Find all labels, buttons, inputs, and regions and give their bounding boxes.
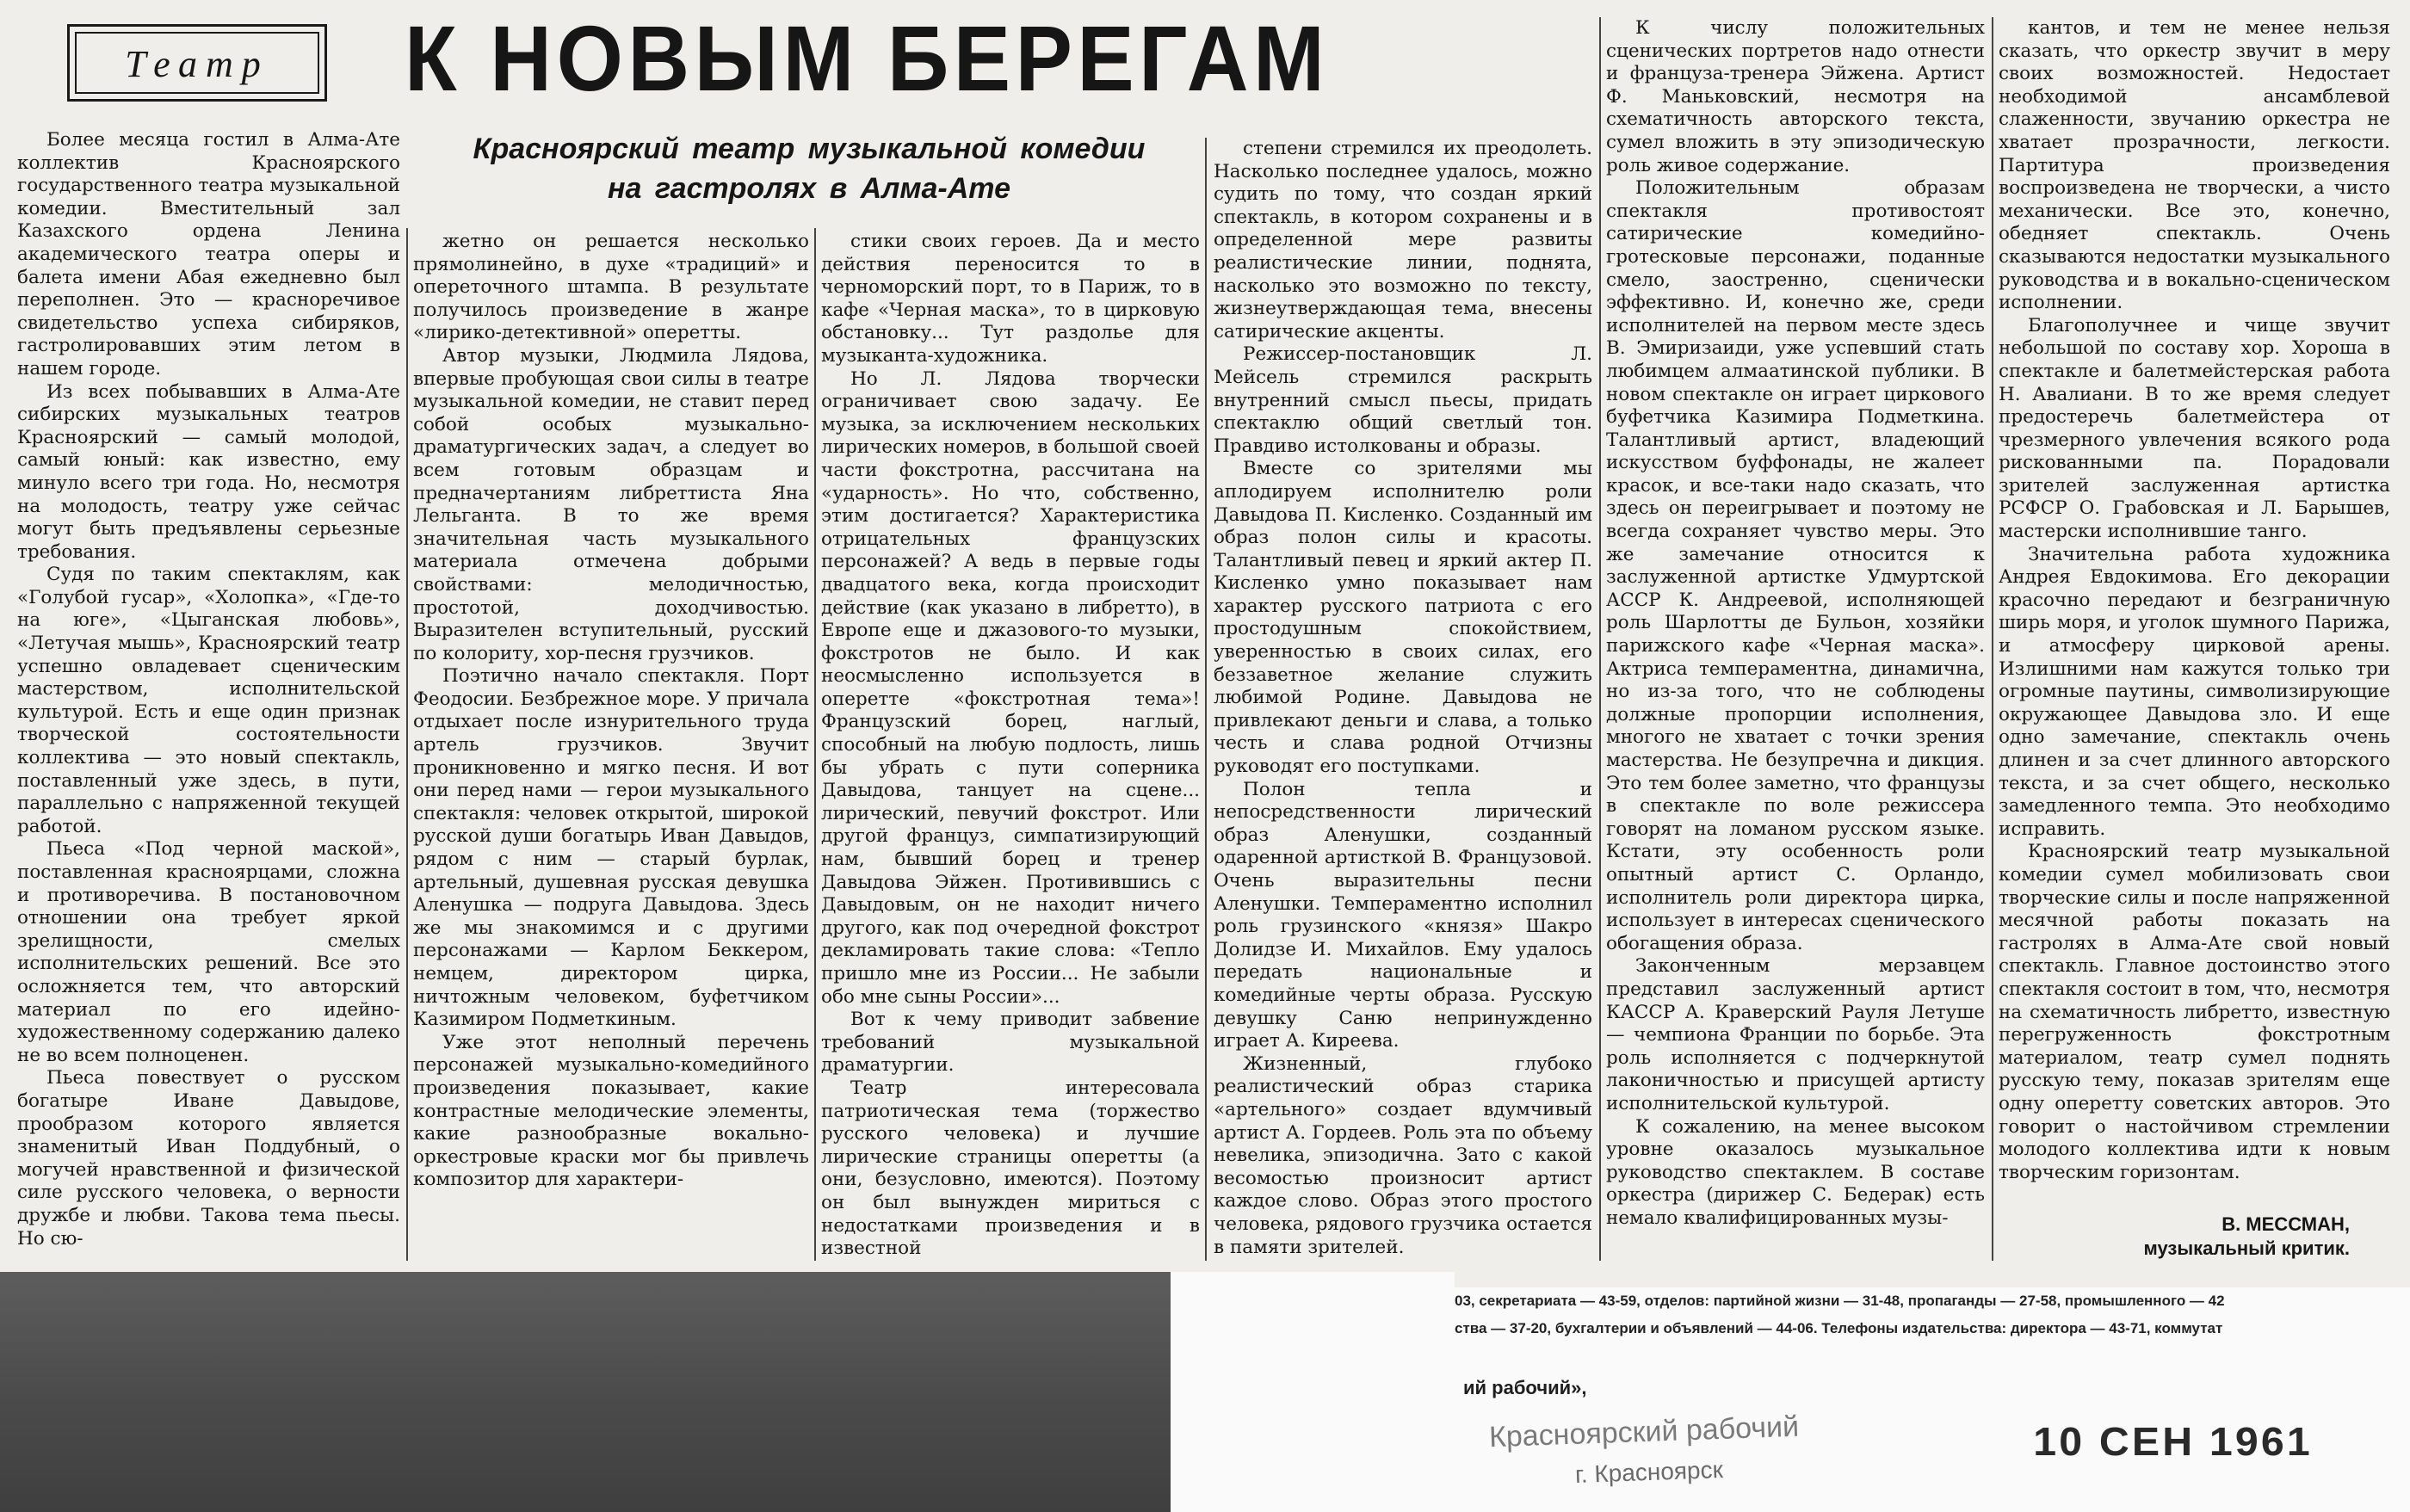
paragraph: жетно он решается несколько прямолинейно, в духе «традиций» и опереточного штампа. В результате получилось произведение в жанре «лирико-детективной» оперетты. xyxy=(413,231,809,344)
paragraph: Уже этот неполный перечень персонажей музыкально-комедийного произведения показывает, какие контрастные мелодические элементы, какие разнообразные вокально-оркестровые краски мог бы привлечь композитор для характери- xyxy=(413,1031,809,1191)
column-divider xyxy=(1205,138,1207,1261)
paragraph: Поэтично начало спектакля. Порт Феодосии. Безбрежное море. У причала отдыхает после изнурительного труда артель грузчиков. Звучит проникновенно и мягко песня. И вот они перед нами — герои музыкального спектакля: человек открытой, широкой русской души богатырь Иван Давыдов, рядом с ним — старый бурлак, артельный, душевная русская девушка Аленушка — подруга Давыдова. Здесь же мы знакомимся и с другими персонажами — Карлом Беккером, немцем, директором цирка, ничтожным человеком, буфетчиком Казимиром Подметкиным. xyxy=(413,665,809,1031)
column-divider xyxy=(1992,17,1993,1261)
paragraph: Красноярский театр музыкальной комедии сумел мобилизовать свои творческие силы и после напряженной месячной работы показать на гастролях в Алма-Ате свой новый спектакль. Главное достоинство этого спектакля состоит в том, что, несмотря на схематичность либретто, известную перегруженность фокстротным материалом, театр сумел поднять русскую тему, показав зрителям еще одну оперетту советских авторов. Это говорит о настойчивом стремлении молодого коллектива идти к новым творческим горизонтам. xyxy=(1999,841,2390,1183)
paragraph: Значительна работа художника Андрея Евдокимова. Его декорации красочно передают и безграничную ширь моря, и уголок шумного Парижа, и атмосферу цирковой арены. Излишними нам кажутся только три огромные паутины, символизирующие окружающее Давыдова зло. И еще одно замечание, спектакль очень длинен и за счет длинного авторского текста, и за счет общего, несколько замедленного темпа. Это необходимо исправить. xyxy=(1999,543,2390,840)
article-column-1 xyxy=(17,129,400,1250)
article-subheadline xyxy=(430,129,1188,208)
paragraph: Более месяца гостил в Алма-Ате коллектив Красноярского государственного театра музыкальной комедии. Вместительный зал Казахского ордена Ленина академического театра оперы и балета имени Абая ежедневно был переполнен. Это — красноречивое свидетельство успеха сибиряков, гастролировавших этим летом в нашем городе. xyxy=(17,129,400,380)
clipping-edge xyxy=(1455,1272,2410,1287)
paragraph: Пьеса повествует о русском богатыре Иване Давыдове, прообразом которого является знаменитый Иван Поддубный, о могучей нравственной и физической силе русского человека, о верности дружбе и любви. Такова тема пьесы. Но сю- xyxy=(17,1067,400,1250)
paragraph: К числу положительных сценических портретов надо отнести и француза-тренера Эйжена. Артист Ф. Маньковский, несмотря на схематичность авторского текста, сумел вложить в эту эпизодическую роль живое содержание. xyxy=(1606,17,1985,176)
paragraph: Автор музыки, Людмила Лядова, впервые пробующая свои силы в театре музыкальной комедии, не ставит перед собой особых музыкально-драматургических задач, а следует во всем готовым образцам и предначертаниям либреттиста Яна Лельганта. В то же время значительная часть музыкального материала отмечена добрыми свойствами: мелодичностью, простотой, доходчивостью. Выразителен вступительный, русский по колориту, хор-песня грузчиков. xyxy=(413,344,809,664)
paragraph: Но Л. Лядова творчески ограничивает свою задачу. Ее музыка, за исключением нескольких лирических номеров, в большой своей части фокстротна, рассчитана на «ударность». Но что, собственно, этим достигается? Характеристика отрицательных французских персонажей? А ведь в первые годы двадцатого века, когда происходит действие (как указано в либретто), в Европе еще и джазового-то музыки, фокстротов не было. И как неосмысленно используется в оперетте «фокстротная тема»! Французский борец, наглый, способный на любую подлость, лишь бы убрать с пути соперника Давыдова, танцует на сцене... лирический, певучий фокстрот. Или другой француз, симпатизирующий нам, бывший борец и тренер Давыдова Эйжен. Противившись с Давыдовым, он не находит ничего другого, как под очередной фокстрот декламировать такие слова: «Тепло пришло мне из России... Не забыли обо мне сыны России»... xyxy=(821,367,1200,1008)
article-column-2 xyxy=(413,231,809,1192)
column-divider xyxy=(406,228,408,1261)
article-column-3 xyxy=(821,231,1200,1261)
imprint-line-2: ства — 37-20, бухгалтерии и объявлений — 44-06. Телефоны издательства: директора — 43-71, коммутат xyxy=(1455,1320,2223,1336)
paragraph: Полон тепла и непосредственности лирический образ Аленушки, созданный одаренной артисткой В. Французовой. Очень выразительны песни Аленушки. Темпераментно исполнил роль грузинского «князя» Шакро Долидзе И. Михайлов. Ему удалось передать национальные и комедийные черты образа. Русскую девушку Саню непринужденно играет А. Киреева. xyxy=(1214,778,1592,1052)
column-divider xyxy=(814,228,816,1261)
archive-stamp-city: г. Красноярск xyxy=(1574,1456,1724,1488)
author-name: В. МЕССМАН, xyxy=(2222,1213,2350,1235)
paragraph: Пьеса «Под черной маской», поставленная красноярцами, сложна и противоречива. В постановочном отношении она требует яркой зрелищности, смелых исполнительских решений. Все это осложняется тем, что авторский материал по его идейно-художественному содержанию далеко не во всем полноценен. xyxy=(17,838,400,1066)
article-column-4 xyxy=(1214,138,1592,1259)
subhead-line-1: Красноярский театр музыкальной комедии xyxy=(473,133,1146,165)
imprint-line-1: 03, секретариата — 43-59, отделов: партийной жизни — 31-48, пропаганды — 27-58, промышленного — 42 xyxy=(1455,1293,2225,1309)
author-signature xyxy=(2005,1213,2350,1261)
article-headline: К НОВЫМ БЕРЕГАМ xyxy=(405,6,1330,110)
paragraph: Положительным образам спектакля противостоят сатирические комедийно-гротесковые персонажи, поданные смело, заостренно, сценически эффективно. И, конечно же, среди исполнителей на первом месте здесь В. Эмиризаиди, уже успевший стать любимцем алмаатинской публики. В новом спектакле он играет циркового буфетчика Казимира Подметкина. Талантливый артист, владеющий искусством буффонады, не жалеет красок, и все-таки надо сказать, что здесь он переигрывает и поэтому не всегда сохраняет чувство меры. Это же замечание относится к заслуженной артистке Удмуртской АССР К. Андреевой, исполняющей роль Шарлотты де Бульон, хозяйки парижского кафе «Черная маска». Актриса темпераментна, динамична, но из-за того, что не соблюдены должные пропорции исполнения, многого не хватает с точки зрения мастерства. Не безупречна и дикция. Это тем более заметно, что французы в спектакле по воле режиссера говорят на ломаном русском языке. Кстати, эту особенность роли опытный артист С. Орландо, исполнитель роли директора цирка, использует в интересах сценического обогащения образа. xyxy=(1606,177,1985,954)
column-divider xyxy=(1599,17,1601,1261)
author-title: музыкальный критик. xyxy=(2143,1237,2350,1259)
newspaper-name-fragment: ий рабочий», xyxy=(1463,1377,1587,1398)
paragraph: кантов, и тем не менее нельзя сказать, что оркестр звучит в меру своих возможностей. Недостает необходимой ансамблевой слаженности, звучанию оркестра не хватает прозрачности, легкости. Партитура произведения воспроизведена не творчески, а чисто механически. Все это, конечно, обедняет спектакль. Очень сказываются недостатки музыкального руководства и в вокально-сценическом исполнении. xyxy=(1999,17,2390,314)
background-dark-strip xyxy=(0,1272,1171,1512)
paragraph: стики своих героев. Да и место действия переносится то в черноморский порт, то в Париж, то в кафе «Черная маска», то в цирковую обстановку... Тут раздолье для музыканта-художника. xyxy=(821,231,1200,367)
paragraph: К сожалению, на менее высоком уровне оказалось музыкальное руководство спектаклем. В составе оркестра (дирижер С. Бедерак) есть немало квалифицированных музы- xyxy=(1606,1115,1985,1229)
paragraph: Жизненный, глубоко реалистический образ старика «артельного» создает вдумчивый артист А. Гордеев. Роль эта по объему невелика, эпизодична. Зато с какой весомостью произносит артист каждое слово. Образ этого простого человека, рядового грузчика остается в памяти зрителей. xyxy=(1214,1052,1592,1258)
paragraph: Законченным мерзавцем представил заслуженный артист КАССР А. Краверский Рауля Летуше — чемпиона Франции по борьбе. Эта роль исполняется с подчеркнутой лаконичностью и присущей артисту исполнительской культурой. xyxy=(1606,955,1985,1114)
paragraph: Вот к чему приводит забвение требований музыкальной драматургии. xyxy=(821,1009,1200,1077)
paragraph: Театр интересовала патриотическая тема (торжество русского человека) и лучшие лирические страницы оперетты (а они, безусловно, имеются). Поэтому он был вынужден мириться с недостатками произведения и в известной xyxy=(821,1077,1200,1260)
paragraph: степени стремился их преодолеть. Насколько последнее удалось, можно судить по тому, что создан яркий спектакль, в котором сохранены и в определенной мере развиты реалистические линии, поднята, насколько это возможно по тексту, жизнеутверждающая тема, внесены сатирические акценты. xyxy=(1214,138,1592,343)
archive-stamp-name: Красноярский рабочий xyxy=(1488,1410,1800,1454)
paragraph: Из всех побывавших в Алма-Ате сибирских музыкальных театров Красноярский — самый молодой, самый юный: как известно, ему минуло всего три года. Но, несмотря на молодость, театру уже сейчас могут быть предъявлены серьезные требования. xyxy=(17,380,400,563)
archive-stamp-date: 10 СЕН 1961 xyxy=(2033,1419,2313,1464)
paragraph: Вместе со зрителями мы аплодируем исполнителю роли Давыдова П. Кисленко. Созданный им образ полон силы и красоты. Талантливый певец и яркий актер П. Кисленко умно показывает нам характер русского патриота с его простодушным спокойствием, уверенностью в своих силах, его беззаветное желание служить любимой Родине. Давыдова не привлекают деньги и слава, а только честь и слава родной Отчизны руководят его поступками. xyxy=(1214,458,1592,778)
article-column-6 xyxy=(1999,17,2390,1184)
article-column-5 xyxy=(1606,17,1985,1230)
paragraph: Благополучнее и чище звучит небольшой по составу хор. Хороша в спектакле и балетмейстерская работа Н. Авалиани. В то же время следует предостеречь балетмейстера от чрезмерного увлечения всякого рода рискованными па. Порадовали зрителей заслуженная артистка РСФСР О. Грабовская и Л. Барышев, мастерски исполнившие танго. xyxy=(1999,314,2390,543)
paragraph: Режиссер-постановщик Л. Мейсель стремился раскрыть внутренний смысл пьесы, придать спектаклю общий светлый тон. Правдиво истолкованы и образы. xyxy=(1214,343,1592,457)
rubric-box xyxy=(67,24,327,102)
subhead-line-2: на гастролях в Алма-Ате xyxy=(607,172,1011,205)
paragraph: Судя по таким спектаклям, как «Голубой гусар», «Холопка», «Где-то на юге», «Цыганская любовь», «Летучая мышь», Красноярский театр успешно овладевает сценическим мастерством, исполнительской культурой. Есть и еще один признак творческой состоятельности коллектива — это новый спектакль, поставленный уже здесь, в пути, параллельно с напряженной текущей работой. xyxy=(17,564,400,837)
rubric-label: Театр xyxy=(125,43,269,85)
